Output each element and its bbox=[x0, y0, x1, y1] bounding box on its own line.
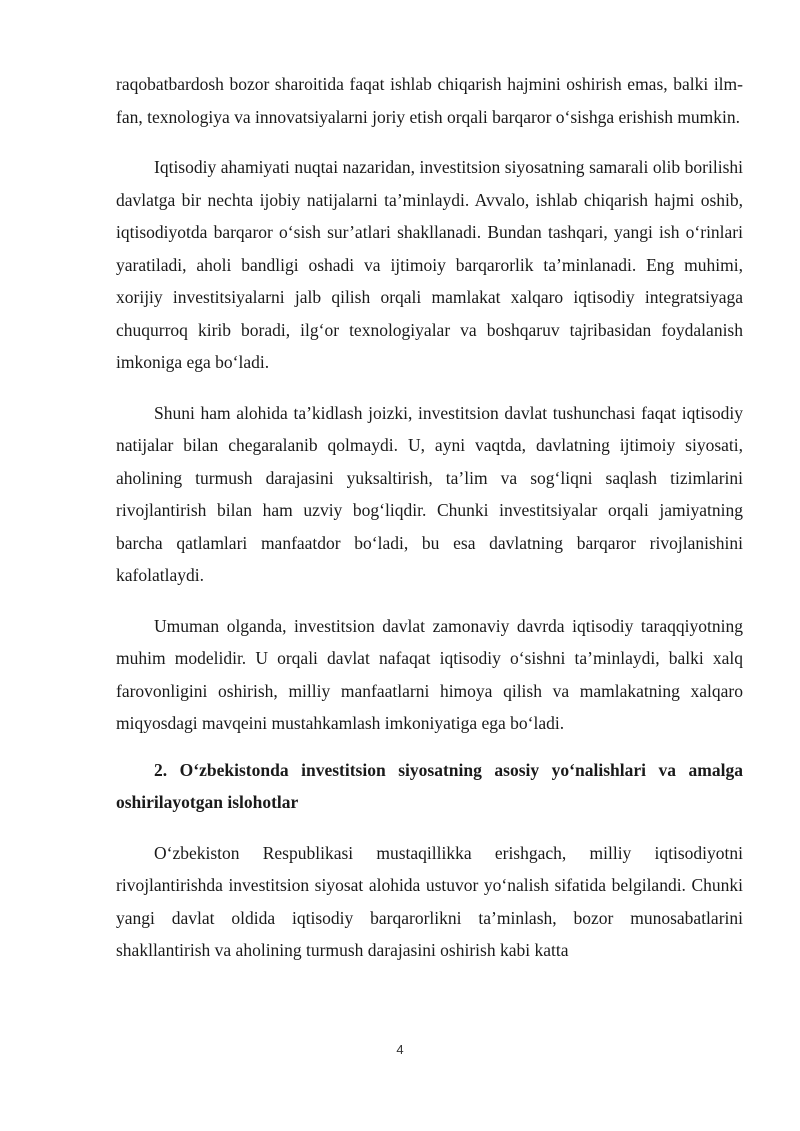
paragraph-economic-importance: Iqtisodiy ahamiyati nuqtai nazaridan, investitsion siyosatning samarali olib borilishi davlatga bir nechta ijobiy natijalarni ta’minlaydi. Avvalo, ishlab chiqarish hajmi oshib, iqtisodiyotda barqaror o‘sish sur’atlari shakllanadi. Bundan tashqari, yangi ish o‘rinlari yaratiladi, aholi bandligi oshadi va ijtimoiy barqarorlik ta’minlanadi. Eng muhimi, xorijiy investitsiyalarni jalb qilish orqali mamlakat xalqaro iqtisodiy integratsiyaga chuqurroq kirib boradi, ilg‘or texnologiyalar va boshqaruv tajribasidan foydalanish imkoniga ega bo‘ladi. bbox=[116, 157, 743, 372]
paragraph-social-aspect: Shuni ham alohida ta’kidlash joizki, investitsion davlat tushunchasi faqat iqtisodiy natijalar bilan chegaralanib qolmaydi. U, ayni vaqtda, davlatning ijtimoiy siyosati, aholining turmush darajasini yuksaltirish, ta’lim va sog‘liqni saqlash tizimlarini rivojlantirish bilan ham uzviy bog‘liqdir. Chunki investitsiyalar orqali jamiyatning barcha qatlamlari manfaatdor bo‘ladi, bu esa davlatning barqaror rivojlanishini kafolatlaydi. bbox=[116, 402, 743, 585]
page-number: 4 bbox=[396, 1042, 404, 1057]
section-heading: 2. O‘zbekistonda investitsion siyosatning asosiy yo‘nalishlari va amalga oshirilayotgan islohotlar bbox=[116, 759, 743, 812]
paragraph-uzbekistan-intro: O‘zbekiston Respublikasi mustaqillikka erishgach, milliy iqtisodiyotni rivojlantirishda investitsion siyosat alohida ustuvor yo‘nalish sifatida belgilandi. Chunki yangi davlat oldida iqtisodiy barqarorlikni ta’minlash, bozor munosabatlarini shakllantirish va aholining turmush darajasini oshirish kabi katta bbox=[116, 842, 743, 960]
paragraph-conclusion: Umuman olganda, investitsion davlat zamonaviy davrda iqtisodiy taraqqiyotning muhim modelidir. U orqali davlat nafaqat iqtisodiy o‘sishni ta’minlaydi, balki xalq farovonligini oshirish, milliy manfaatlarni himoya qilish va mamlakatning xalqaro miqyosdagi mavqeini mustahkamlash imkoniyatiga ega bo‘ladi. bbox=[116, 615, 743, 733]
paragraph-continuation: raqobatbardosh bozor sharoitida faqat ishlab chiqarish hajmini oshirish emas, balki ilm-fan, texnologiya va innovatsiyalarni joriy etish orqali barqaror o‘sishga erishish mumkin. bbox=[116, 74, 743, 127]
